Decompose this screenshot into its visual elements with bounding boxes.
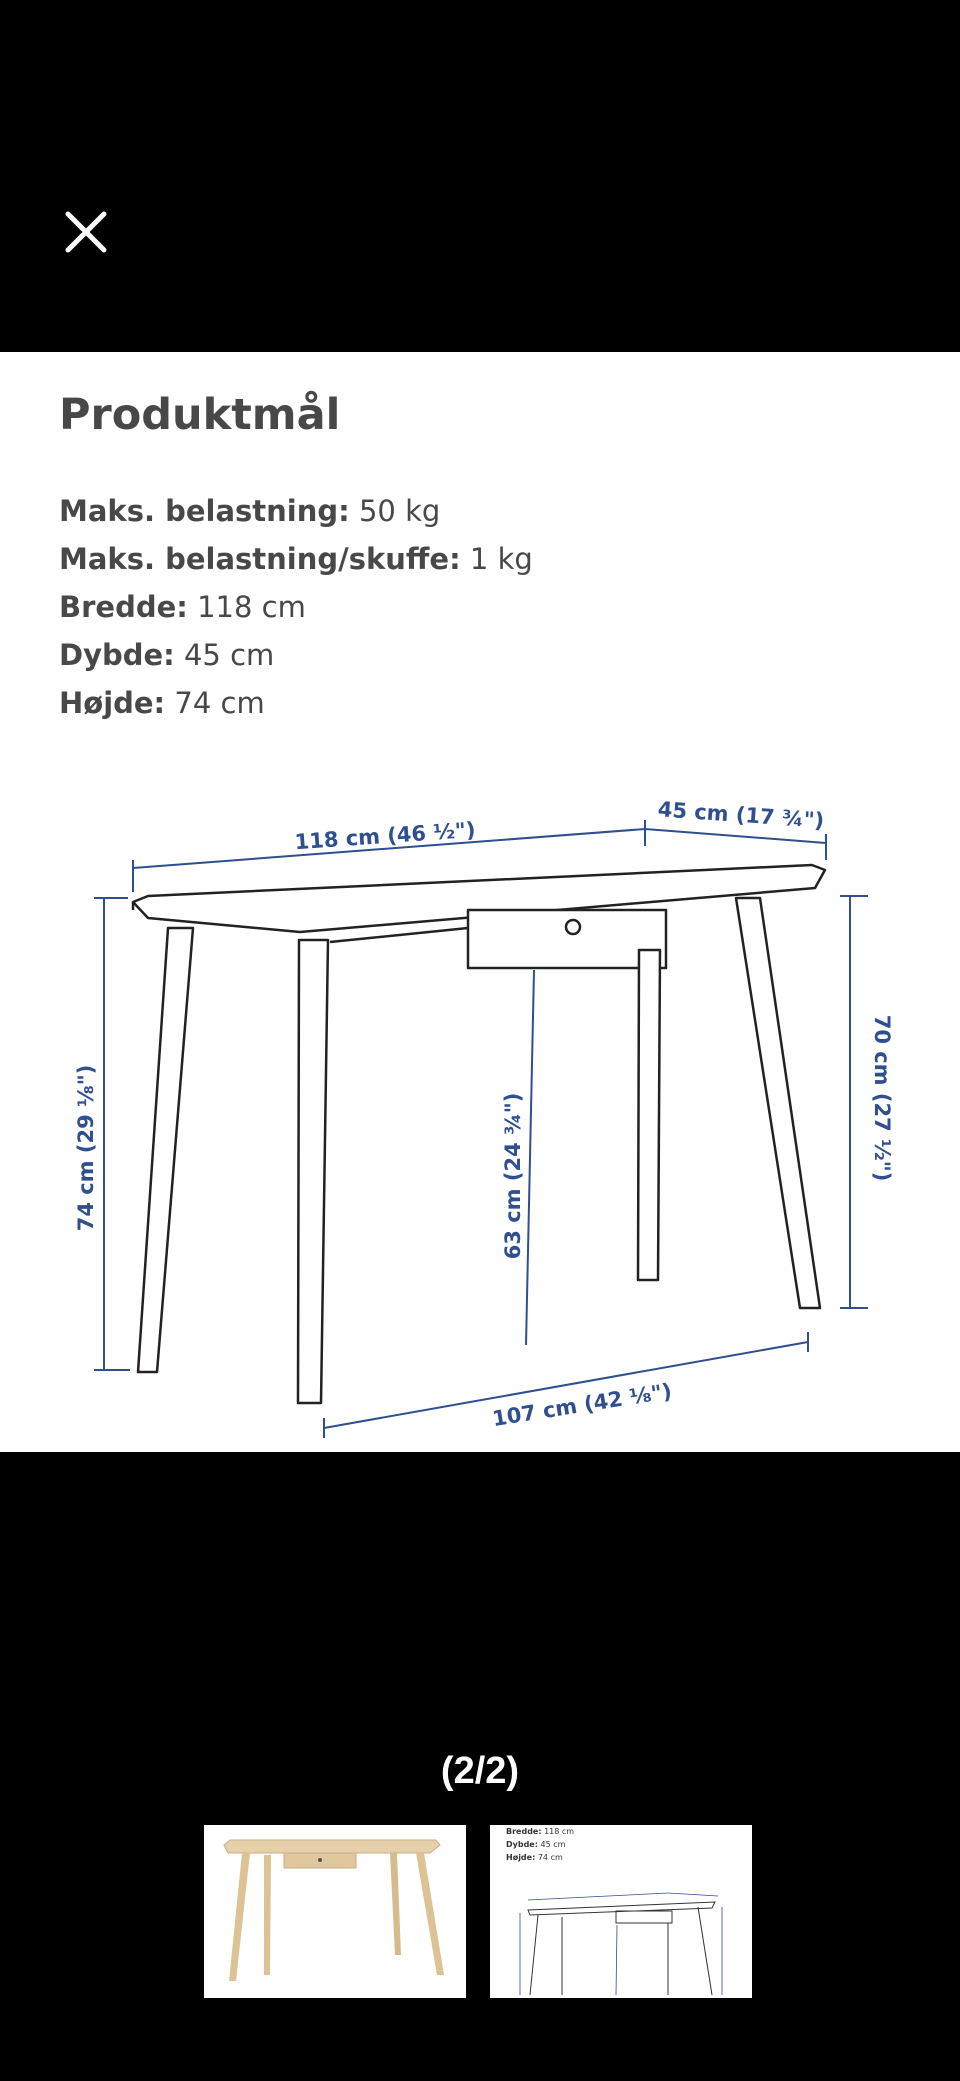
- thumb-spec-value: 118 cm: [541, 1827, 575, 1836]
- thumb-spec-label: Dybde:: [506, 1840, 538, 1849]
- thumbnail-desk-photo[interactable]: [204, 1825, 466, 1998]
- thumb-spec-value: 74 cm: [535, 1853, 563, 1862]
- spec-label: Højde:: [59, 686, 166, 720]
- spec-value: 1 kg: [460, 542, 533, 576]
- spec-label: Maks. belastning/skuffe:: [59, 542, 461, 576]
- leg-height-dimension-label: 70 cm (27 ½"): [870, 1014, 894, 1182]
- spec-label: Bredde:: [59, 590, 188, 624]
- close-button[interactable]: [62, 208, 110, 256]
- spec-value: 118 cm: [187, 590, 306, 624]
- desk-outline: [133, 865, 825, 1403]
- thumb-spec-value: 45 cm: [537, 1840, 566, 1849]
- page-title: Produktmål: [59, 390, 341, 440]
- spec-value: 45 cm: [174, 638, 275, 672]
- thumb-spec-label: Højde:: [506, 1853, 536, 1862]
- close-icon: [62, 208, 110, 256]
- thumb-spec-label: Bredde:: [506, 1827, 542, 1836]
- width-dimension-label: 118 cm (46 ½"): [293, 817, 477, 855]
- drawer-height-dimension-label: 63 cm (24 ¾"): [501, 1092, 525, 1260]
- desk-photo-image: [204, 1825, 466, 1998]
- depth-dimension-label: 45 cm (17 ¾"): [657, 797, 825, 833]
- spec-label: Dybde:: [59, 638, 175, 672]
- height-dimension-label: 74 cm (29 ⅛"): [74, 1064, 98, 1232]
- spec-value: 50 kg: [349, 494, 441, 528]
- dimensions-drawing-image: [490, 1825, 752, 1998]
- spec-value: 74 cm: [165, 686, 265, 720]
- spec-label: Maks. belastning:: [59, 494, 350, 528]
- desk-dimension-drawing: [0, 352, 960, 1452]
- thumbnail-dimensions-drawing[interactable]: [490, 1825, 752, 1998]
- leg-span-dimension-label: 107 cm (42 ⅛"): [490, 1378, 674, 1432]
- image-counter: (2/2): [440, 1750, 520, 1792]
